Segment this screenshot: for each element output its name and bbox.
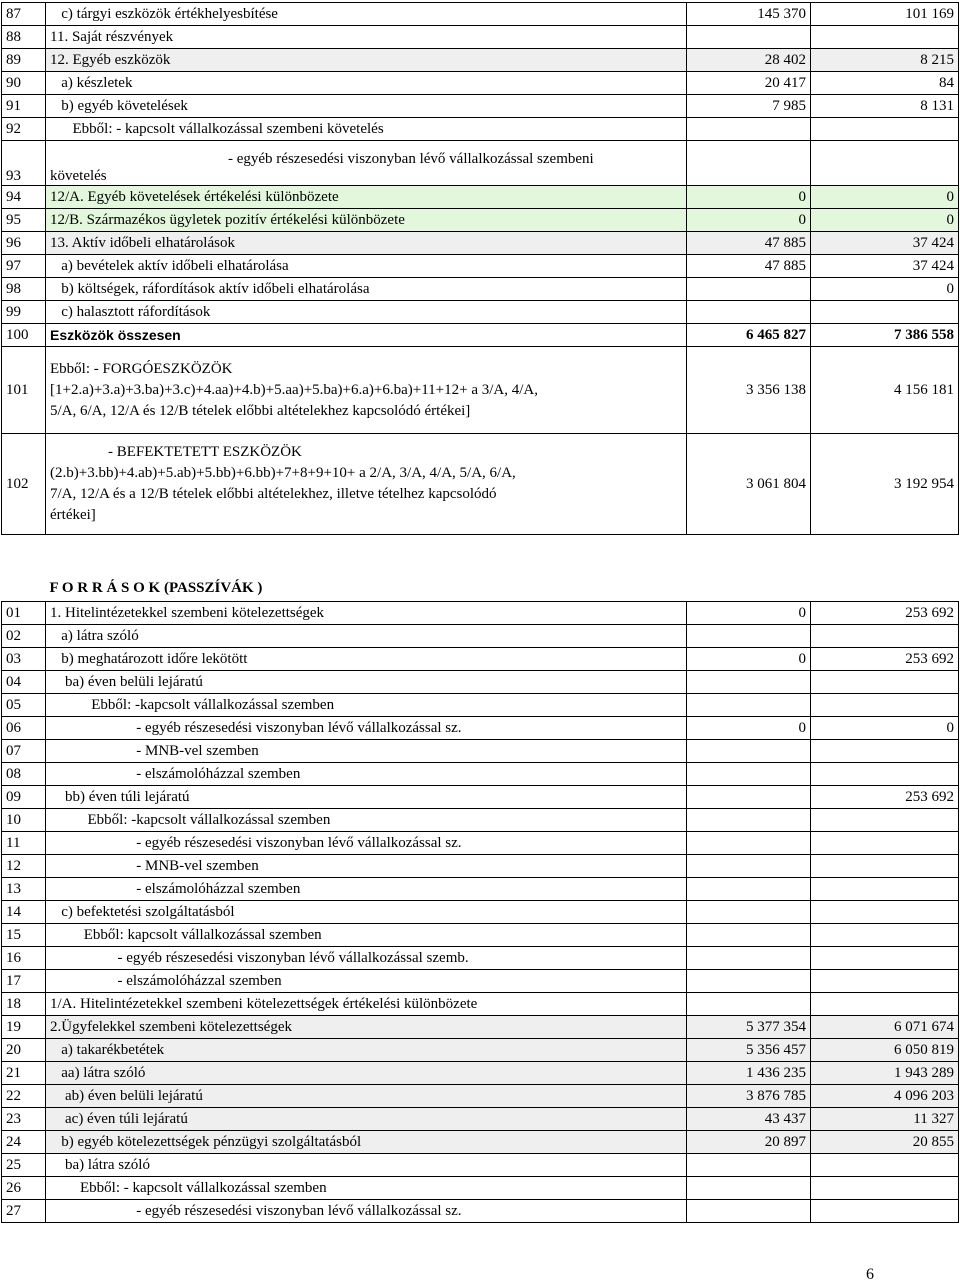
value-previous: [811, 947, 959, 970]
value-current: [687, 947, 811, 970]
value-current: 28 402: [687, 49, 811, 72]
table-row: [2, 1085, 959, 1108]
value-previous: 8 131: [811, 95, 959, 118]
row-label-line: - BEFEKTETETT ESZKÖZÖK: [108, 444, 302, 460]
row-number: 91: [2, 95, 46, 118]
table-row: [2, 625, 959, 648]
value-previous: [811, 832, 959, 855]
value-current: [687, 671, 811, 694]
value-previous: 84: [811, 72, 959, 95]
row-number: 04: [2, 671, 46, 694]
page-number: 6: [866, 1266, 874, 1283]
row-number: 24: [2, 1131, 46, 1154]
value-previous: 253 692: [811, 648, 959, 671]
value-current: [687, 301, 811, 324]
row-label-line: - egyéb részesedési viszonyban lévő vállalkozással szembeni: [228, 151, 594, 167]
row-number: 15: [2, 924, 46, 947]
value-current: 43 437: [687, 1108, 811, 1131]
value-previous: [811, 26, 959, 49]
row-label: ab) éven belüli lejáratú: [46, 1085, 687, 1108]
value-previous: 0: [811, 278, 959, 301]
row-number: 101: [2, 347, 46, 434]
row-label-line: Ebből: - FORGÓESZKÖZÖK: [50, 360, 233, 377]
value-current: 0: [687, 209, 811, 232]
table-row: [2, 347, 959, 434]
row-number: 10: [2, 809, 46, 832]
row-label: 11. Saját részvények: [46, 26, 687, 49]
row-label: 12/A. Egyéb követelések értékelési különbözete: [46, 186, 687, 209]
row-label: - MNB-vel szemben: [46, 855, 687, 878]
table-row: [2, 648, 959, 671]
table-row: [2, 1039, 959, 1062]
value-previous: [811, 878, 959, 901]
row-label: Eszközök összesen: [46, 324, 687, 347]
row-label: a) látra szóló: [46, 625, 687, 648]
table-row: [2, 602, 959, 625]
row-number: 19: [2, 1016, 46, 1039]
row-number: 25: [2, 1154, 46, 1177]
row-label-line: követelés: [50, 168, 107, 184]
value-previous: 1 943 289: [811, 1062, 959, 1085]
value-previous: 0: [811, 209, 959, 232]
row-number: 90: [2, 72, 46, 95]
value-previous: [811, 1200, 959, 1223]
value-current: [687, 878, 811, 901]
value-current: 145 370: [687, 3, 811, 26]
row-label: 13. Aktív időbeli elhatárolások: [46, 232, 687, 255]
value-current: 3 876 785: [687, 1085, 811, 1108]
table-row: [2, 301, 959, 324]
value-current: 20 417: [687, 72, 811, 95]
row-number: 102: [2, 434, 46, 535]
value-previous: [811, 855, 959, 878]
value-previous: 37 424: [811, 255, 959, 278]
row-label: - elszámolóházzal szemben: [46, 878, 687, 901]
value-previous: 0: [811, 186, 959, 209]
row-number: 12: [2, 855, 46, 878]
value-current: [687, 763, 811, 786]
assets-table: [1, 2, 959, 535]
row-number: 26: [2, 1177, 46, 1200]
table-row: [2, 809, 959, 832]
value-current: 1 436 235: [687, 1062, 811, 1085]
table-row: [2, 1062, 959, 1085]
value-current: 0: [687, 602, 811, 625]
row-number: 18: [2, 993, 46, 1016]
liabilities-header-row: [2, 575, 959, 602]
value-current: 7 985: [687, 95, 811, 118]
value-current: 47 885: [687, 255, 811, 278]
row-number: 05: [2, 694, 46, 717]
value-current: 0: [687, 717, 811, 740]
value-previous: [811, 970, 959, 993]
row-label: 2.Ügyfelekkel szembeni kötelezettségek: [46, 1016, 687, 1039]
value-current: [687, 993, 811, 1016]
value-current: 6 465 827: [687, 324, 811, 347]
table-row: [2, 255, 959, 278]
row-label: b) egyéb kötelezettségek pénzügyi szolgáltatásból: [46, 1131, 687, 1154]
row-label: ba) látra szóló: [46, 1154, 687, 1177]
row-label: - egyéb részesedési viszonyban lévő vállalkozással szemb.: [46, 947, 687, 970]
row-label: b) meghatározott időre lekötött: [46, 648, 687, 671]
row-number: 23: [2, 1108, 46, 1131]
value-current: [687, 694, 811, 717]
table-row: [2, 717, 959, 740]
row-label: c) halasztott ráfordítások: [46, 301, 687, 324]
row-label: bb) éven túli lejáratú: [46, 786, 687, 809]
table-row: [2, 232, 959, 255]
value-previous: [811, 694, 959, 717]
table-row: [2, 209, 959, 232]
row-label: - egyéb részesedési viszonyban lévő vállalkozással sz.: [46, 717, 687, 740]
value-current: 0: [687, 648, 811, 671]
table-row: [2, 3, 959, 26]
value-previous: [811, 118, 959, 141]
row-label-line: értékei]: [50, 507, 96, 523]
table-row: [2, 1154, 959, 1177]
value-current: 20 897: [687, 1131, 811, 1154]
row-label: aa) látra szóló: [46, 1062, 687, 1085]
row-number: 87: [2, 3, 46, 26]
table-row: [2, 1200, 959, 1223]
row-label: Ebből: kapcsolt vállalkozással szemben: [46, 924, 687, 947]
row-number: 07: [2, 740, 46, 763]
row-label-line: [1+2.a)+3.a)+3.ba)+3.c)+4.aa)+4.b)+5.aa)+5.ba)+6.a)+6.ba)+11+12+ a 3/A, 4/A,: [50, 381, 539, 398]
table-row: [2, 186, 959, 209]
table-row: [2, 95, 959, 118]
table-row: [2, 878, 959, 901]
row-number: 94: [2, 186, 46, 209]
table-row: [2, 434, 959, 535]
row-number: 17: [2, 970, 46, 993]
table-row: [2, 26, 959, 49]
value-previous: [811, 901, 959, 924]
row-label: - elszámolóházzal szemben: [46, 763, 687, 786]
table-row: [2, 72, 959, 95]
value-previous: 0: [811, 717, 959, 740]
row-label: b) költségek, ráfordítások aktív időbeli elhatárolása: [46, 278, 687, 301]
value-current: [687, 1177, 811, 1200]
row-number: 97: [2, 255, 46, 278]
table-row: [2, 49, 959, 72]
row-number: 88: [2, 26, 46, 49]
row-label: c) befektetési szolgáltatásból: [46, 901, 687, 924]
table-row: [2, 832, 959, 855]
table-row: [2, 763, 959, 786]
value-previous: 37 424: [811, 232, 959, 255]
value-current: [687, 1154, 811, 1177]
row-label: a) bevételek aktív időbeli elhatárolása: [46, 255, 687, 278]
row-label: b) egyéb követelések: [46, 95, 687, 118]
value-previous: 7 386 558: [811, 324, 959, 347]
value-current: 3 061 804: [687, 434, 811, 535]
table-row: [2, 855, 959, 878]
row-number: 03: [2, 648, 46, 671]
table-row: [2, 324, 959, 347]
row-label: [46, 434, 687, 535]
value-previous: 20 855: [811, 1131, 959, 1154]
row-number: 08: [2, 763, 46, 786]
value-current: [687, 786, 811, 809]
table-row: [2, 671, 959, 694]
row-number: 92: [2, 118, 46, 141]
value-previous: 101 169: [811, 3, 959, 26]
value-previous: [811, 763, 959, 786]
row-number: 100: [2, 324, 46, 347]
table-row: [2, 1108, 959, 1131]
value-previous: 11 327: [811, 1108, 959, 1131]
row-number: 98: [2, 278, 46, 301]
row-label-line: 7/A, 12/A és a 12/B tételek előbbi altételekhez, illetve tételhez kapcsolódó: [50, 486, 497, 502]
table-row: [2, 1016, 959, 1039]
table-row: [2, 901, 959, 924]
row-number: 16: [2, 947, 46, 970]
value-previous: 4 156 181: [811, 347, 959, 434]
table-row: [2, 947, 959, 970]
row-label: - egyéb részesedési viszonyban lévő vállalkozással sz.: [46, 832, 687, 855]
table-row: [2, 924, 959, 947]
row-label: 1. Hitelintézetekkel szembeni kötelezettségek: [46, 602, 687, 625]
row-number: 14: [2, 901, 46, 924]
table-row: [2, 1131, 959, 1154]
row-number: 13: [2, 878, 46, 901]
row-label-line: (2.b)+3.bb)+4.ab)+5.ab)+5.bb)+6.bb)+7+8+9+10+ a 2/A, 3/A, 4/A, 5/A, 6/A,: [50, 465, 516, 481]
row-label: - egyéb részesedési viszonyban lévő vállalkozással sz.: [46, 1200, 687, 1223]
value-current: 5 377 354: [687, 1016, 811, 1039]
row-number: 93: [2, 141, 46, 186]
value-previous: [811, 1154, 959, 1177]
value-previous: [811, 924, 959, 947]
value-current: [687, 141, 811, 186]
value-previous: [811, 671, 959, 694]
table-row: [2, 141, 959, 186]
row-label-line: 5/A, 6/A, 12/A és 12/B tételek előbbi altételekhez kapcsolódó értékei]: [50, 402, 471, 419]
row-number: 21: [2, 1062, 46, 1085]
table-row: [2, 993, 959, 1016]
value-previous: [811, 993, 959, 1016]
value-previous: 6 050 819: [811, 1039, 959, 1062]
row-number: 95: [2, 209, 46, 232]
value-previous: [811, 740, 959, 763]
table-row: [2, 118, 959, 141]
value-current: [687, 625, 811, 648]
value-previous: [811, 809, 959, 832]
row-number: 11: [2, 832, 46, 855]
table-row: [2, 786, 959, 809]
value-previous: [811, 301, 959, 324]
value-current: [687, 26, 811, 49]
value-previous: 253 692: [811, 786, 959, 809]
value-previous: 8 215: [811, 49, 959, 72]
row-label: c) tárgyi eszközök értékhelyesbítése: [46, 3, 687, 26]
row-number: 27: [2, 1200, 46, 1223]
row-number: 02: [2, 625, 46, 648]
table-row: [2, 278, 959, 301]
value-current: [687, 118, 811, 141]
table-row: [2, 1177, 959, 1200]
row-label: 12. Egyéb eszközök: [46, 49, 687, 72]
value-previous: 4 096 203: [811, 1085, 959, 1108]
value-previous: 6 071 674: [811, 1016, 959, 1039]
row-number: 20: [2, 1039, 46, 1062]
value-current: [687, 901, 811, 924]
row-label: [46, 347, 687, 434]
table-row: [2, 694, 959, 717]
row-label: a) készletek: [46, 72, 687, 95]
value-current: [687, 832, 811, 855]
table-row: [2, 740, 959, 763]
row-number: 99: [2, 301, 46, 324]
row-label: 1/A. Hitelintézetekkel szembeni kötelezettségek értékelési különbözete: [46, 993, 687, 1016]
value-current: [687, 855, 811, 878]
row-label: 12/B. Származékos ügyletek pozitív értékelési különbözete: [46, 209, 687, 232]
value-current: 0: [687, 186, 811, 209]
row-label: ac) éven túli lejáratú: [46, 1108, 687, 1131]
row-label: ba) éven belüli lejáratú: [46, 671, 687, 694]
row-label: Ebből: -kapcsolt vállalkozással szemben: [46, 809, 687, 832]
row-label: - elszámolóházzal szemben: [46, 970, 687, 993]
value-current: [687, 809, 811, 832]
liabilities-header: F O R R Á S O K (PASSZÍVÁK ): [49, 579, 263, 596]
row-label: a) takarékbetétek: [46, 1039, 687, 1062]
value-current: [687, 740, 811, 763]
row-number: 06: [2, 717, 46, 740]
table-row: [2, 970, 959, 993]
value-previous: [811, 625, 959, 648]
liabilities-table: [1, 575, 959, 1223]
row-number: 96: [2, 232, 46, 255]
value-current: [687, 1200, 811, 1223]
value-current: 3 356 138: [687, 347, 811, 434]
value-current: [687, 970, 811, 993]
row-number: 89: [2, 49, 46, 72]
row-label: Ebből: - kapcsolt vállalkozással szemben: [46, 1177, 687, 1200]
row-label: - MNB-vel szemben: [46, 740, 687, 763]
value-current: [687, 924, 811, 947]
row-label: Ebből: - kapcsolt vállalkozással szembeni követelés: [46, 118, 687, 141]
value-previous: [811, 141, 959, 186]
value-previous: 253 692: [811, 602, 959, 625]
row-number: 01: [2, 602, 46, 625]
value-previous: 3 192 954: [811, 434, 959, 535]
value-current: 5 356 457: [687, 1039, 811, 1062]
row-number: 09: [2, 786, 46, 809]
row-label: Ebből: -kapcsolt vállalkozással szemben: [46, 694, 687, 717]
row-number: 22: [2, 1085, 46, 1108]
row-label: [46, 141, 687, 186]
value-previous: [811, 1177, 959, 1200]
value-current: 47 885: [687, 232, 811, 255]
value-current: [687, 278, 811, 301]
